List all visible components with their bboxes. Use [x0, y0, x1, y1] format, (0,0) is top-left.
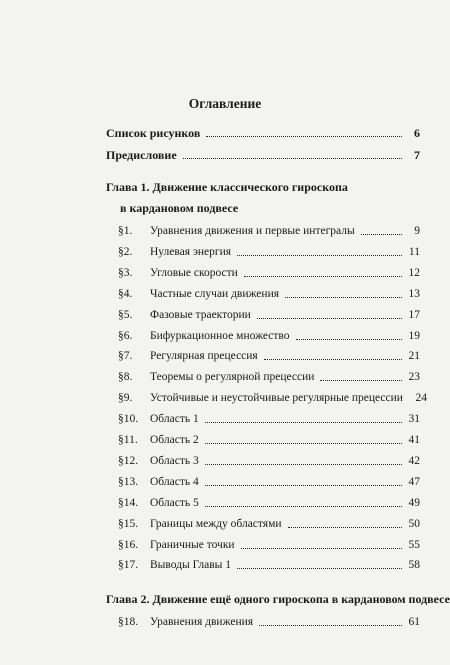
section-label: Устойчивые и неустойчивые регулярные прецессии [150, 392, 403, 405]
section-label: Нулевая энергия [150, 245, 232, 258]
chapter-2-heading: Глава 2. Движение ещё одного гироскопа в кардановом подвесе [106, 592, 450, 606]
dot-leader [205, 506, 402, 507]
section-number: §2. [118, 245, 133, 258]
dot-leader [285, 297, 402, 298]
section-number: §12. [118, 454, 139, 467]
section-label: Уравнения движения и первые интегралы [150, 225, 355, 237]
toc-entry [118, 556, 420, 572]
toc-entry [118, 613, 420, 629]
section-number: §13. [118, 475, 139, 488]
section-label: Регулярная прецессия [150, 350, 258, 363]
entry-label: Список рисунков [106, 126, 201, 140]
dot-leader [259, 625, 402, 626]
section-number: §10. [118, 413, 139, 426]
toc-entry [118, 327, 420, 343]
section-label: Область 5 [150, 496, 199, 509]
section-label: Бифуркационное множество [150, 329, 290, 342]
dot-leader [183, 158, 402, 159]
toc-entry [118, 431, 420, 447]
section-label: Выводы Главы 1 [150, 559, 232, 572]
section-page: 50 [408, 517, 420, 530]
section-page: 49 [408, 496, 420, 509]
section-label: Фазовые траектории [150, 308, 251, 321]
section-page: 11 [408, 245, 420, 258]
section-page: 58 [408, 559, 420, 572]
section-number: §17. [118, 559, 139, 572]
section-number: §5. [118, 308, 133, 321]
section-page: 13 [408, 287, 420, 300]
section-number: §7. [118, 350, 133, 363]
dot-leader [288, 527, 402, 528]
entry-page: 6 [414, 126, 420, 140]
toc-entry [118, 264, 420, 280]
section-page: 17 [408, 308, 420, 321]
toc-entry [118, 243, 420, 259]
dot-leader [205, 464, 402, 465]
toc-entry [118, 222, 420, 238]
dot-leader [205, 443, 402, 444]
dot-leader [241, 548, 402, 549]
section-page: 31 [408, 413, 420, 426]
entry-label: Предисловие [106, 148, 177, 162]
section-page: 47 [408, 475, 420, 488]
section-number: §14. [118, 496, 139, 509]
dot-leader [205, 422, 402, 423]
toc-title: Оглавление [188, 96, 262, 111]
section-page: 41 [408, 434, 420, 446]
dot-leader [361, 234, 402, 235]
toc-entry [118, 410, 420, 426]
chapter-1-heading: Глава 1. Движение классического гироскопа [106, 180, 348, 194]
section-label: Область 3 [150, 454, 199, 467]
section-label: Граничные точки [150, 538, 235, 551]
section-page: 21 [408, 350, 420, 363]
dot-leader [264, 359, 402, 360]
toc-entry [118, 389, 427, 405]
section-label: Теоремы о регулярной прецессии [150, 371, 315, 384]
section-page: 55 [408, 538, 420, 551]
section-number: §16. [118, 538, 139, 551]
section-label: Границы между областями [150, 517, 282, 530]
section-page: 42 [408, 454, 420, 467]
section-number: §8. [118, 371, 133, 384]
section-page: 9 [414, 225, 420, 237]
toc-entry [118, 285, 420, 301]
section-number: §4. [118, 287, 133, 300]
dot-leader [205, 485, 402, 486]
section-number: §11. [118, 434, 138, 446]
dot-leader [244, 276, 402, 277]
section-page: 61 [408, 616, 420, 628]
toc-entry-preface [106, 146, 420, 162]
toc-entry [118, 494, 420, 510]
section-number: §1. [118, 225, 133, 237]
section-number: §3. [118, 266, 133, 279]
section-label: Область 1 [150, 413, 199, 426]
toc-entry-figures [106, 124, 420, 140]
entry-page: 7 [414, 148, 420, 162]
section-label: Область 4 [150, 475, 199, 488]
toc-entry [118, 515, 420, 531]
section-label: Область 2 [150, 434, 199, 446]
dot-leader [206, 136, 402, 137]
section-label: Уравнения движения [150, 616, 254, 628]
dot-leader [320, 380, 402, 381]
section-label: Частные случаи движения [150, 287, 280, 300]
toc-entry [118, 306, 420, 322]
section-number: §9. [118, 392, 133, 405]
toc-entry [118, 473, 420, 489]
section-page: 23 [408, 371, 420, 384]
toc-entry [118, 368, 420, 384]
section-page: 24 [415, 392, 427, 405]
section-label: Угловые скорости [150, 266, 238, 279]
section-number: §15. [118, 517, 139, 530]
chapter-1-heading-cont: в кардановом подвесе [120, 201, 239, 215]
section-number: §6. [118, 329, 133, 342]
toc-entry [118, 536, 420, 552]
section-page: 19 [408, 329, 420, 342]
dot-leader [257, 318, 402, 319]
dot-leader [296, 339, 403, 340]
toc-entry [118, 347, 420, 363]
dot-leader [237, 255, 402, 256]
section-page: 12 [408, 266, 420, 279]
toc-entry [118, 452, 420, 468]
section-number: §18. [118, 616, 139, 628]
dot-leader [237, 568, 402, 569]
